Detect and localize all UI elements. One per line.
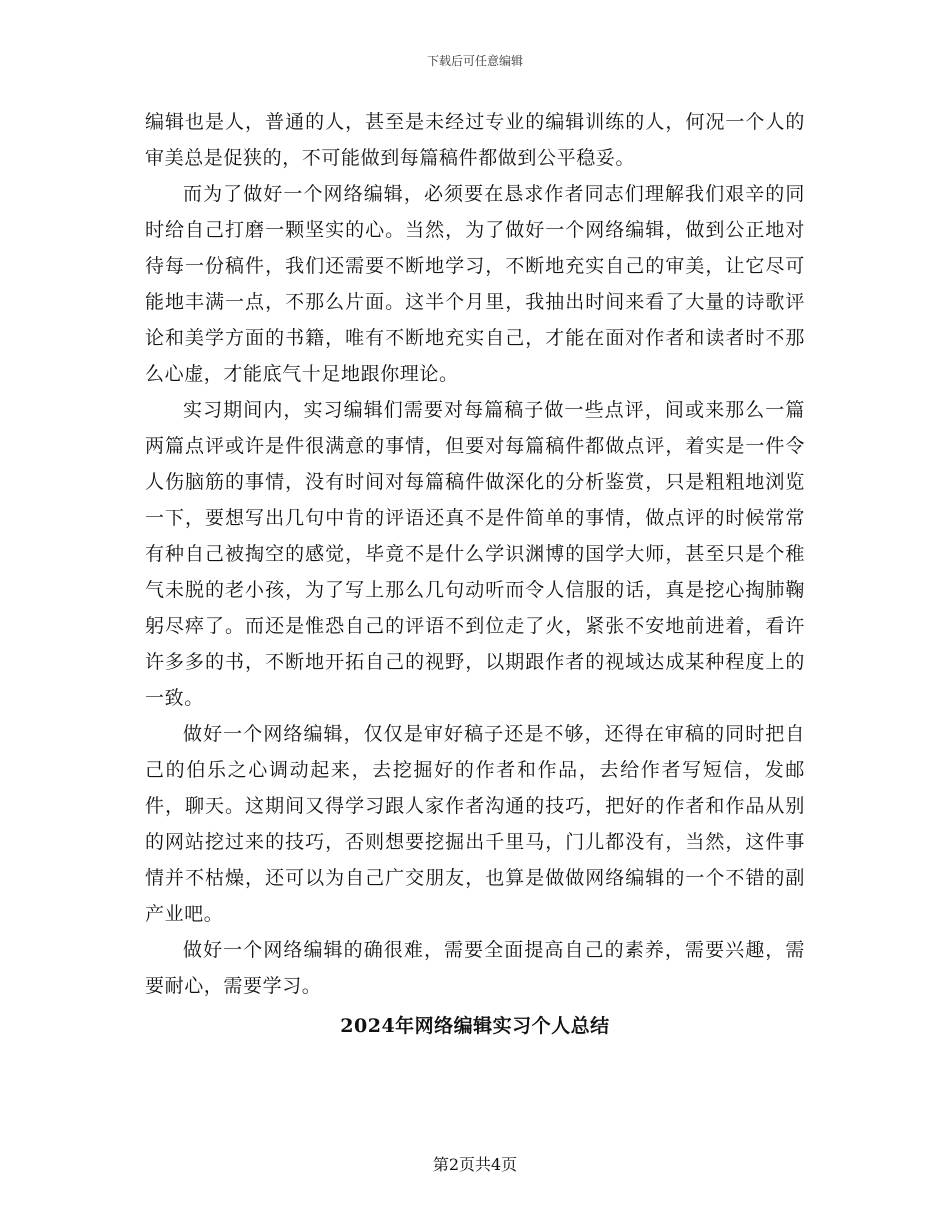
paragraph: 做好一个网络编辑的确很难，需要全面提高自己的素养，需要兴趣，需要耐心，需要学习。 xyxy=(145,939,805,997)
page-number: 第2页共4页 xyxy=(432,1155,518,1174)
document-body xyxy=(145,104,805,1044)
paragraph: 做好一个网络编辑，仅仅是审好稿子还是不够，还得在审稿的同时把自己的伯乐之心调动起来，去挖掘好的作者和作品，去给作者写短信，发邮件，聊天。这期间又得学习跟人家作者沟通的技巧，把好的作者和作品从别的网站挖过来的技巧，否则想要挖掘出千里马，门儿都没有，当然，这件事情并不枯燥，还可以为自己广交朋友，也算是做做网络编辑的一个不错的副产业吧。 xyxy=(145,723,805,925)
header-note: 下载后可任意编辑 xyxy=(426,54,523,68)
paragraph: 而为了做好一个网络编辑，必须要在恳求作者同志们理解我们艰辛的同时给自己打磨一颗坚实的心。当然，为了做好一个网络编辑，做到公正地对待每一份稿件，我们还需要不断地学习，不断地充实自己的审美，让它尽可能地丰满一点，不那么片面。这半个月里，我抽出时间来看了大量的诗歌评论和美学方面的书籍，唯有不断地充实自己，才能在面对作者和读者时不那么心虚，才能底气十足地跟你理论。 xyxy=(145,183,805,385)
paragraph: 实习期间内，实习编辑们需要对每篇稿子做一些点评，间或来那么一篇两篇点评或许是件很满意的事情，但要对每篇稿件都做点评，着实是一件令人伤脑筋的事情，没有时间对每篇稿件做深化的分析鉴赏，只是粗粗地浏览一下，要想写出几句中肯的评语还真不是件简单的事情，做点评的时候常常有种自己被掏空的感觉，毕竟不是什么学识渊博的国学大师，甚至只是个稚气未脱的老小孩，为了写上那么几句动听而令人信服的话，真是挖心掏肺鞠躬尽瘁了。而还是惟恐自己的评语不到位走了火，紧张不安地前进着，看许许多多的书，不断地开拓自己的视野，以期跟作者的视域达成某种程度上的一致。 xyxy=(145,399,805,709)
document-title: 2024年网络编辑实习个人总结 xyxy=(340,1015,610,1037)
paragraph-continuation: 编辑也是人，普通的人，甚至是未经过专业的编辑训练的人，何况一个人的审美总是促狭的，不可能做到每篇稿件都做到公平稳妥。 xyxy=(145,111,805,169)
